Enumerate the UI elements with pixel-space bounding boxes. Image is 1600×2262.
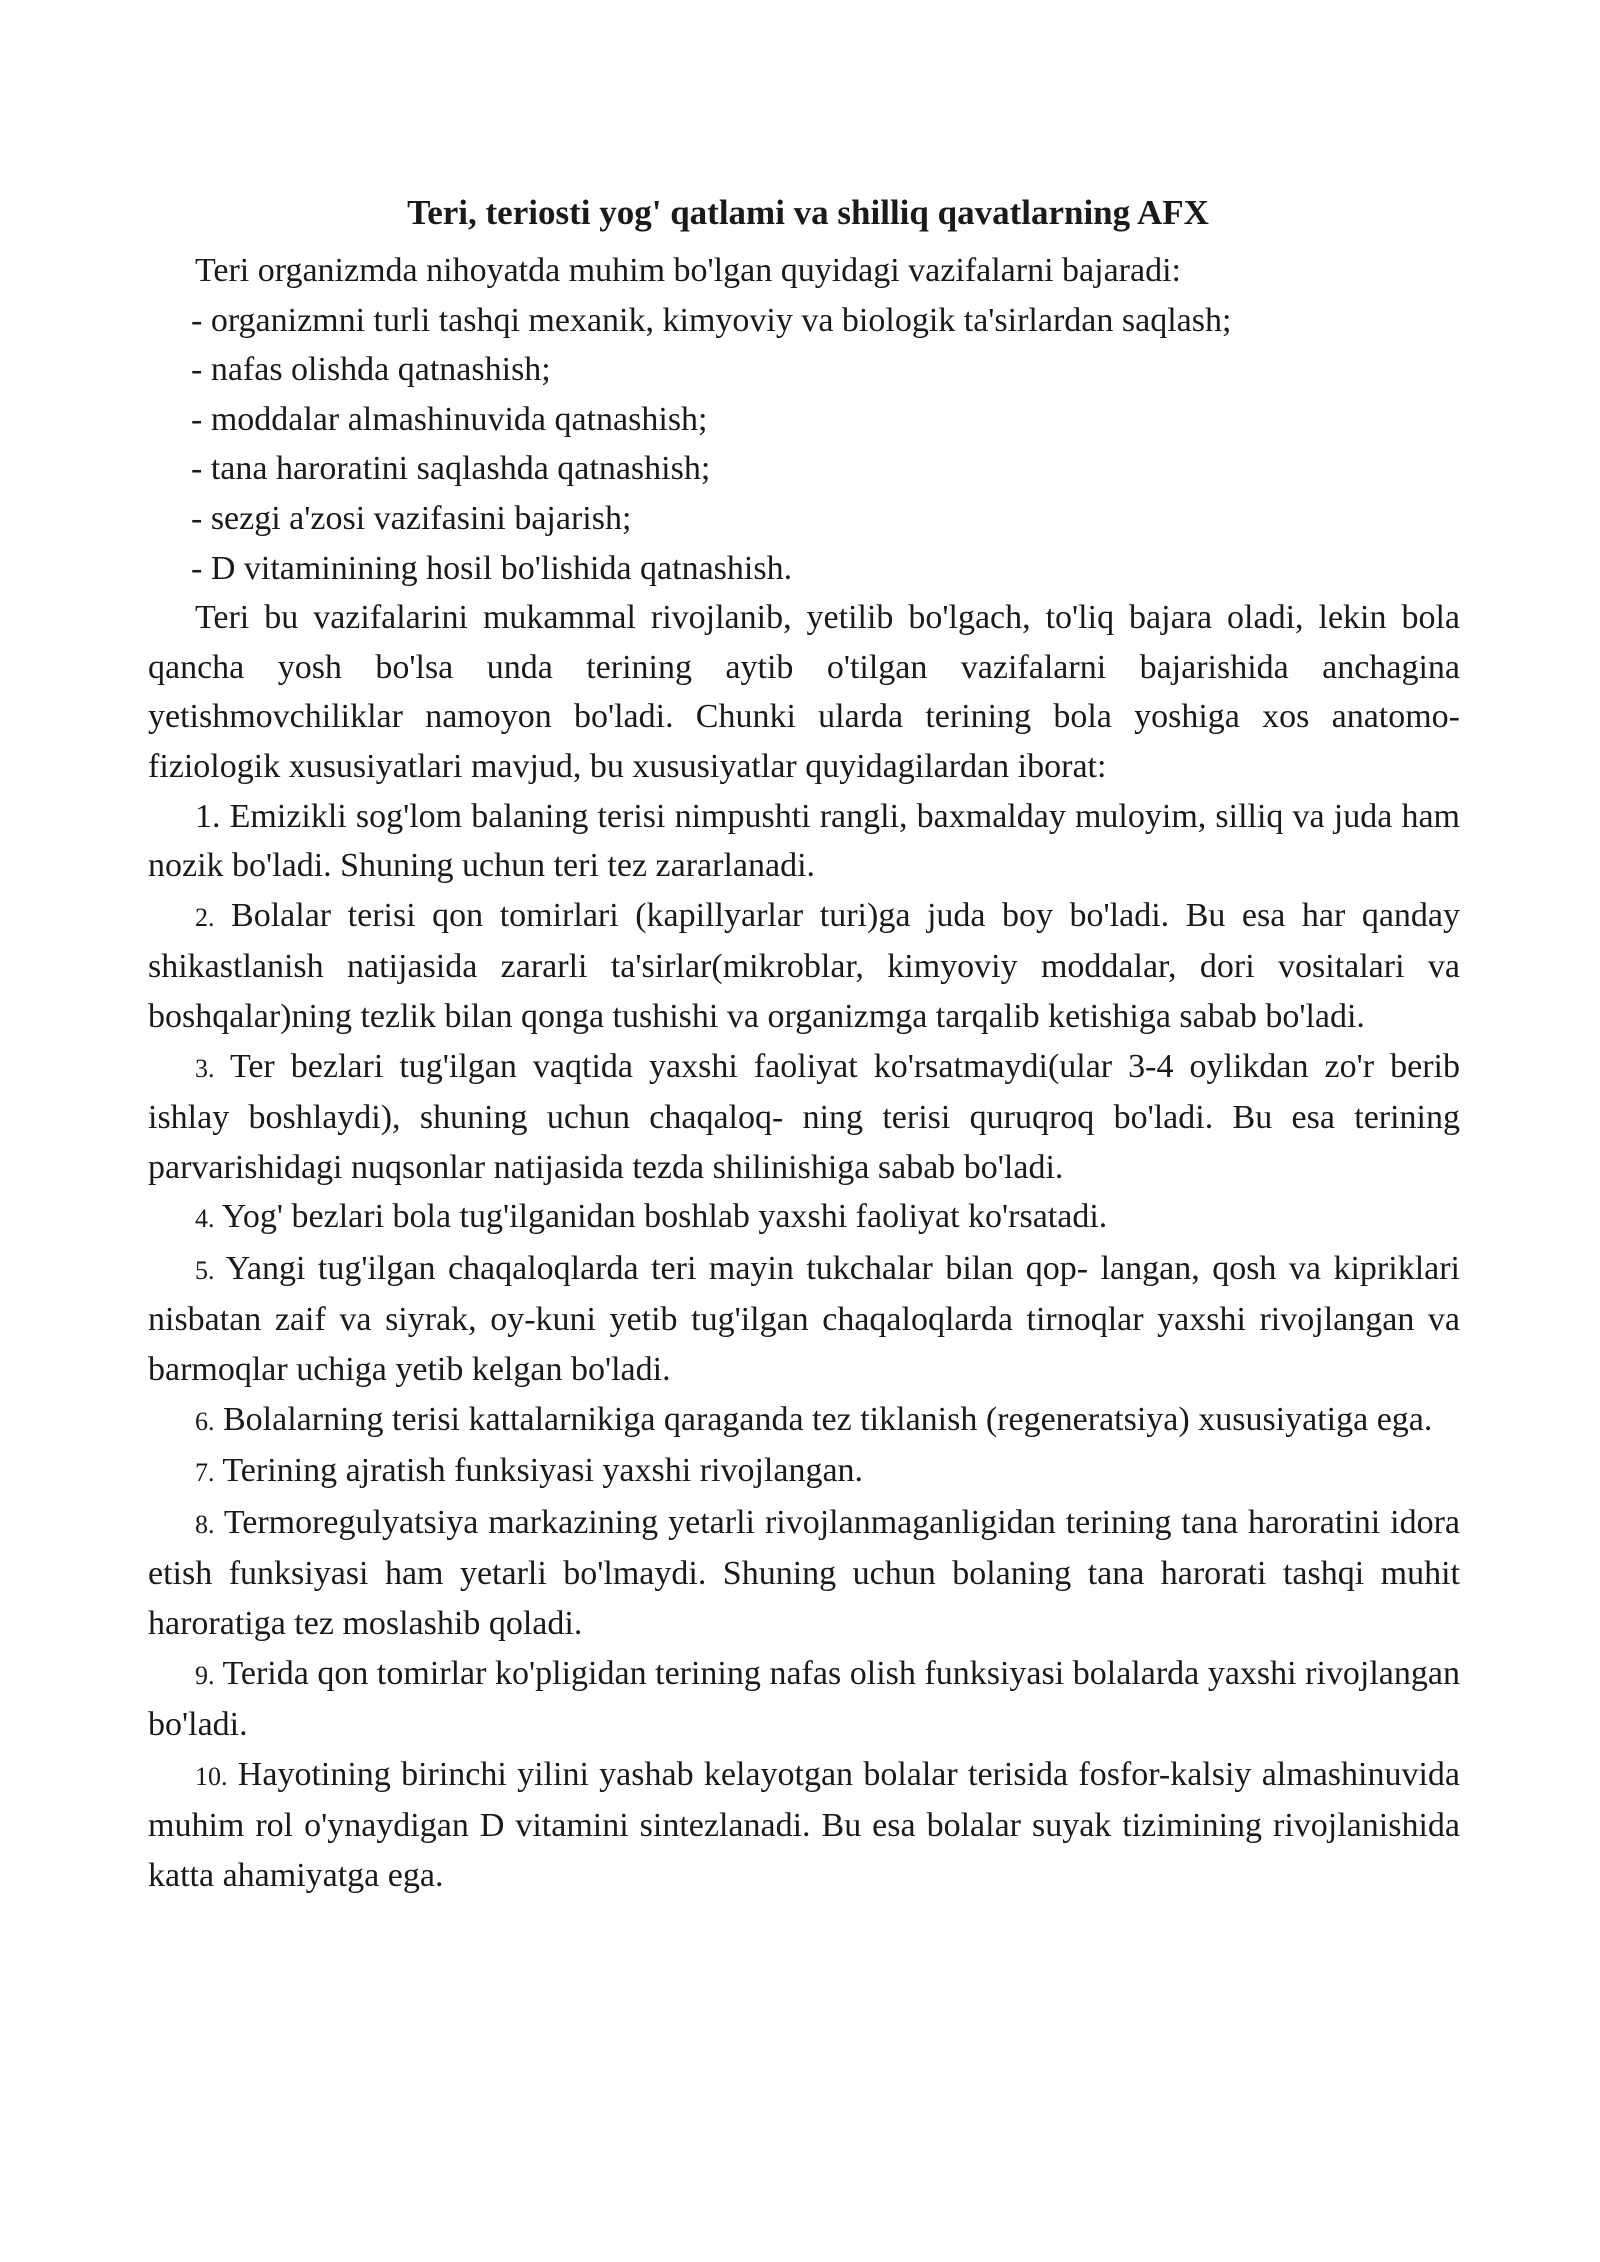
feature-text: Yangi tug'ilgan chaqaloqlarda teri mayin tukchalar bilan qop- langan, qosh va kipriklari nisbatan zaif va siyrak, oy-kuni yetib tug'ilgan chaqaloqlarda tirnoqlar yaxshi rivojlangan va barmoqlar uchiga yetib kelgan bo'ladi. bbox=[148, 1249, 1460, 1389]
feature-number: 5. bbox=[195, 1255, 215, 1285]
function-item: - D vitaminining hosil bo'lishida qatnashish. bbox=[191, 549, 793, 587]
function-item: - nafas olishda qatnashish; bbox=[191, 351, 551, 389]
feature-text: Termoregulyatsiya markazining yetarli rivojlanmaganligidan terining tana haroratini idora etish funksiyasi ham yetarli bo'lmaydi. Shuning uchun bolaning tana harorati tashqi muhit haroratiga tez moslashib qoladi. bbox=[148, 1503, 1460, 1643]
function-item: - organizmni turli tashqi mexanik, kimyoviy va biologik ta'sirlardan saqlash; bbox=[191, 301, 1232, 339]
feature-item bbox=[148, 891, 1460, 1042]
feature-item bbox=[148, 1192, 1460, 1244]
feature-item bbox=[148, 792, 1460, 891]
feature-item bbox=[148, 1750, 1460, 1901]
feature-item bbox=[148, 1649, 1460, 1750]
feature-text: Emizikli sog'lom balaning terisi nimpushti rangli, baxmalday muloyim, silliq va juda ham nozik bo'ladi. Shuning uchun teri tez zararlanadi. bbox=[148, 797, 1460, 885]
feature-item bbox=[148, 1446, 1460, 1498]
document-body bbox=[148, 246, 1460, 1901]
feature-text: Terining ajratish funksiyasi yaxshi rivojlangan. bbox=[222, 1452, 864, 1490]
feature-number: 2. bbox=[195, 902, 215, 932]
document-title: Teri, teriosti yog' qatlami va shilliq qavatlarning AFX bbox=[407, 193, 1209, 232]
function-item: - moddalar almashinuvida qatnashish; bbox=[191, 400, 708, 438]
feature-text: Hayotining birinchi yilini yashab kelayotgan bolalar terisida fosfor-kalsiy almashinuvida muhim rol o'ynaydigan D vitamini sintezlanadi. Bu esa bolalar suyak tizimining rivojlanishida katta ahamiyatga ega. bbox=[148, 1755, 1461, 1894]
intro-line: Teri organizmda nihoyatda muhim bo'lgan quyidagi vazifalarni bajaradi: bbox=[195, 252, 1181, 289]
feature-number: 6. bbox=[195, 1406, 215, 1436]
feature-item bbox=[148, 1395, 1460, 1447]
intro-paragraph: Teri bu vazifalarini mukammal rivojlanib, yetilib bo'lgach, to'liq bajara oladi, lekin bola qancha yosh bo'lsa unda terining aytib o'tilgan vazifalarni bajarishida anchagina yetishmovchiliklar namoyon bo'ladi. Chunki ularda terining bola yoshiga xos anatomo-fiziologik xususiyatlari mavjud, bu xususiyatlar quyidagilardan iborat: bbox=[148, 599, 1460, 785]
feature-number: 1. bbox=[195, 797, 221, 835]
feature-number: 4. bbox=[195, 1204, 215, 1234]
feature-number: 10. bbox=[195, 1761, 228, 1791]
feature-item bbox=[148, 1498, 1460, 1649]
feature-number: 8. bbox=[195, 1509, 215, 1539]
feature-text: Bolalarning terisi kattalarnikiga qaraganda tez tiklanish (regeneratsiya) xususiyatiga ega. bbox=[223, 1400, 1433, 1438]
feature-text: Ter bezlari tug'ilgan vaqtida yaxshi faoliyat ko'rsatmaydi(ular 3-4 oylikdan zo'r berib ishlay boshlaydi), shuning uchun chaqaloq- ning terisi quruqroq bo'ladi. Bu esa terining parvarishidagi nuqsonlar natijasida tezda shilinishiga sabab bo'ladi. bbox=[148, 1047, 1460, 1186]
feature-number: 9. bbox=[195, 1660, 215, 1690]
feature-text: Yog' bezlari bola tug'ilganidan boshlab yaxshi faoliyat ko'rsatadi. bbox=[221, 1198, 1108, 1236]
function-item: - tana haroratini saqlashda qatnashish; bbox=[191, 450, 711, 488]
feature-item bbox=[148, 1042, 1460, 1193]
feature-text: Bolalar terisi qon tomirlari (kapillyarlar turi)ga juda boy bo'ladi. Bu esa har qanday shikastlanish natijasida zararli ta'sirlar(mikroblar, kimyoviy moddalar, dori vositalari va boshqalar)ning tezlik bilan qonga tushishi va organizmga tarqalib ketishiga sabab bo'ladi. bbox=[148, 896, 1461, 1035]
feature-number: 3. bbox=[195, 1053, 215, 1083]
functions-list bbox=[148, 296, 1460, 594]
function-item: - sezgi a'zosi vazifasini bajarish; bbox=[191, 499, 632, 537]
features-list bbox=[148, 792, 1460, 1901]
feature-text: Terida qon tomirlar ko'pligidan terining nafas olish funksiyasi bolalarda yaxshi rivojlangan bo'ladi. bbox=[148, 1654, 1460, 1744]
feature-number: 7. bbox=[195, 1458, 215, 1488]
feature-item bbox=[148, 1244, 1460, 1395]
